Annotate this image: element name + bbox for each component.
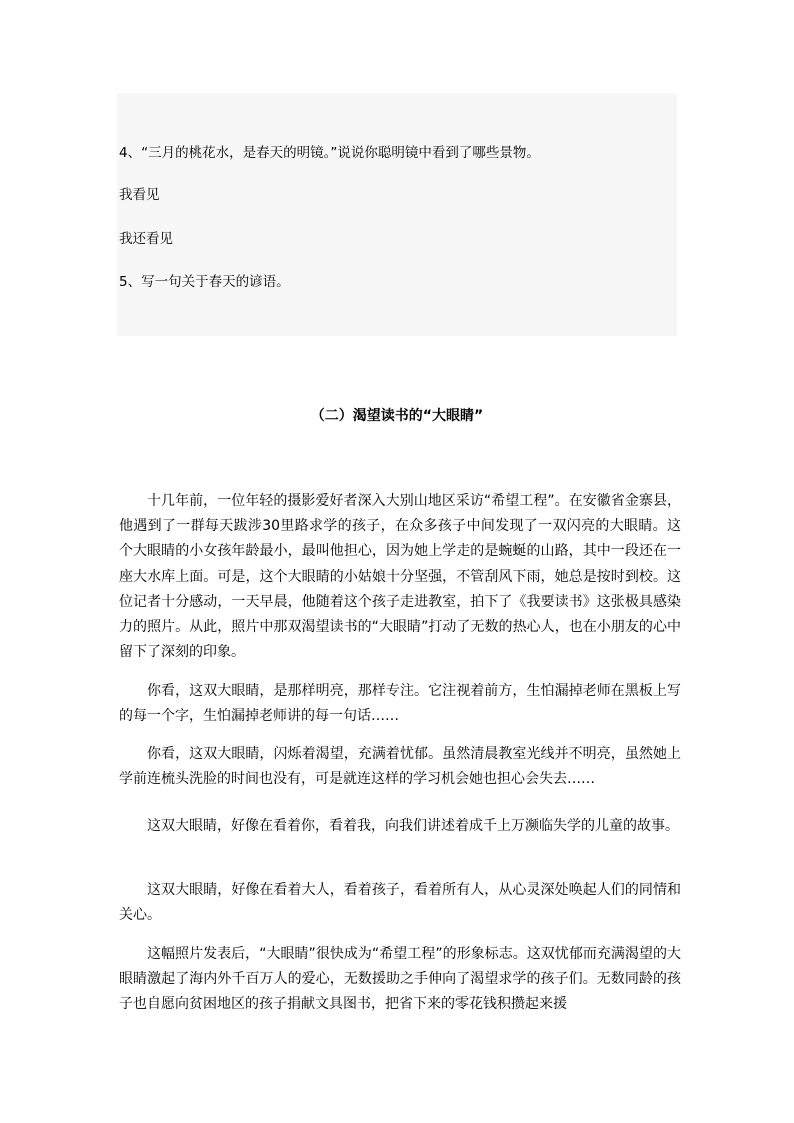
- question-block-background: [117, 93, 677, 336]
- answer-line-i-also-see: 我还看见: [119, 231, 173, 247]
- paragraph-6: 这幅照片发表后，“大眼睛”很快成为“希望工程”的形象标志。这双忧郁而充满渴望的大眼睛激起了海内外千百万人的爱心，无数援助之手伸向了渴望求学的孩子们。无数同龄的孩子也自愿向贫困地区的孩子捐献文具图书，把省下来的零花钱积攒起来援: [119, 946, 681, 1013]
- section-title: （二）渴望读书的“大眼睛”: [310, 408, 484, 424]
- paragraph-5: 这双大眼睛，好像在看着大人，看着孩子，看着所有人，从心灵深处唤起人们的同情和关心。: [119, 882, 681, 924]
- paragraph-2: 你看，这双大眼睛，是那样明亮，那样专注。它注视着前方，生怕漏掉老师在黑板上写的每一个字，生怕漏掉老师讲的每一句话……: [119, 683, 681, 725]
- paragraph-1: 十几年前，一位年轻的摄影爱好者深入大别山地区采访“希望工程”。在安徽省金寨县，他遇到了一群每天跋涉30里路求学的孩子，在众多孩子中间发现了一双闪亮的大眼睛。这个大眼睛的小女孩年龄最小，最叫他担心，因为她上学走的是蜿蜒的山路，其中一段还在一座大水库上面。可是，这个大眼睛的小姑娘十分坚强，不管刮风下雨，她总是按时到校。这位记者十分感动，一天早晨，他随着这个孩子走进教室，拍下了《我要读书》这张极具感染力的照片。从此，照片中那双渴望读书的“大眼睛”打动了无数的热心人，也在小朋友的心中留下了深刻的印象。: [119, 493, 681, 661]
- paragraph-3: 你看，这双大眼睛，闪烁着渴望，充满着忧郁。虽然清晨教室光线并不明亮，虽然她上学前连梳头洗脸的时间也没有，可是就连这样的学习机会她也担心会失去……: [119, 746, 681, 788]
- answer-line-i-see: 我看见: [119, 187, 160, 203]
- question-4: 4、“三月的桃花水，是春天的明镜。”说说你聪明镜中看到了哪些景物。: [119, 145, 540, 161]
- paragraph-4: 这双大眼睛，好像在看着你，看着我，向我们讲述着成千上万濒临失学的儿童的故事。: [147, 818, 679, 834]
- question-5: 5、写一句关于春天的谚语。: [119, 274, 290, 290]
